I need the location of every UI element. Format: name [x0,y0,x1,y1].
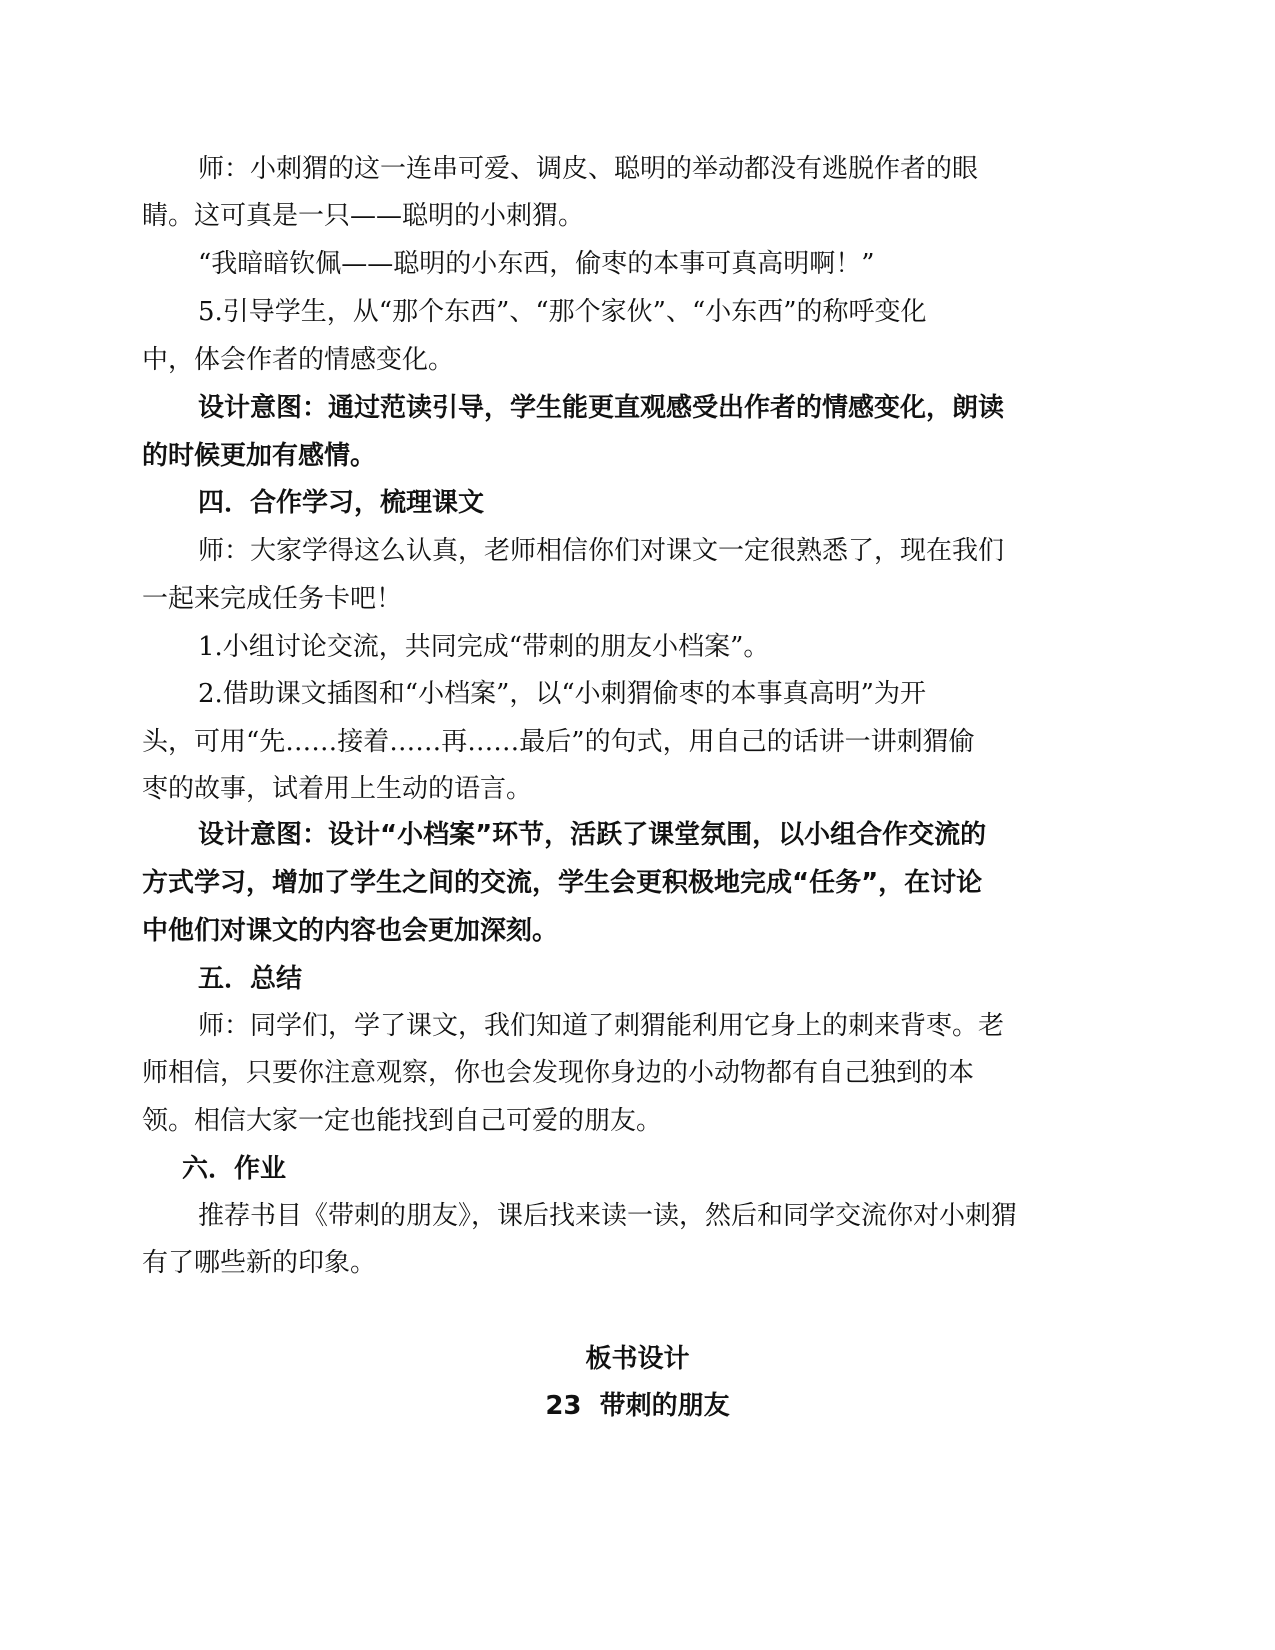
paragraph-line: 师相信，只要你注意观察，你也会发现你身边的小动物都有自己独到的本 [142,1058,975,1088]
paragraph-line: 推荐书目《带刺的朋友》，课后找来读一读，然后和同学交流你对小刺猬 [198,1201,1018,1231]
design-intent-line: 方式学习，增加了学生之间的交流，学生会更积极地完成“任务”，在讨论 [142,868,983,898]
paragraph-line: 枣的故事，试着用上生动的语言。 [142,774,533,804]
paragraph-line: 领。相信大家一定也能找到自己可爱的朋友。 [142,1106,663,1136]
board-design-subtitle: 23 带刺的朋友 [545,1391,730,1421]
design-intent-line: 设计意图：通过范读引导，学生能更直观感受出作者的情感变化，朗读 [198,393,1005,423]
section-heading: 五．总结 [198,964,303,994]
paragraph-line: 有了哪些新的印象。 [142,1248,377,1278]
section-heading: 六．作业 [182,1154,287,1184]
paragraph-line: 师：大家学得这么认真，老师相信你们对课文一定很熟悉了，现在我们 [198,536,1005,566]
paragraph-line: 1.小组讨论交流，共同完成“带刺的朋友小档案”。 [198,632,770,662]
paragraph-line: 师：同学们，学了课文，我们知道了刺猬能利用它身上的刺来背枣。老 [198,1011,1005,1041]
design-intent-line: 设计意图：设计“小档案”环节，活跃了课堂氛围，以小组合作交流的 [198,820,987,850]
paragraph-line: 师：小刺猬的这一连串可爱、调皮、聪明的举动都没有逃脱作者的眼 [198,154,979,184]
board-design-title: 板书设计 [585,1344,690,1374]
paragraph-line: 2.借助课文插图和“小档案”，以“小刺猬偷枣的本事真高明”为开 [198,679,926,709]
design-intent-line: 中他们对课文的内容也会更加深刻。 [142,916,559,946]
paragraph-line: 睛。这可真是一只——聪明的小刺猬。 [142,201,585,231]
paragraph-line: 中，体会作者的情感变化。 [142,345,455,375]
quote-line: “我暗暗钦佩——聪明的小东西，偷枣的本事可真高明啊！” [198,249,875,279]
paragraph-line: 一起来完成任务卡吧！ [142,584,403,614]
paragraph-line: 5.引导学生，从“那个东西”、“那个家伙”、“小东西”的称呼变化 [198,297,927,327]
design-intent-line: 的时候更加有感情。 [142,441,377,471]
paragraph-line: 头，可用“先……接着……再……最后”的句式，用自己的话讲一讲刺猬偷 [142,727,975,757]
section-heading: 四．合作学习，梳理课文 [198,488,485,518]
